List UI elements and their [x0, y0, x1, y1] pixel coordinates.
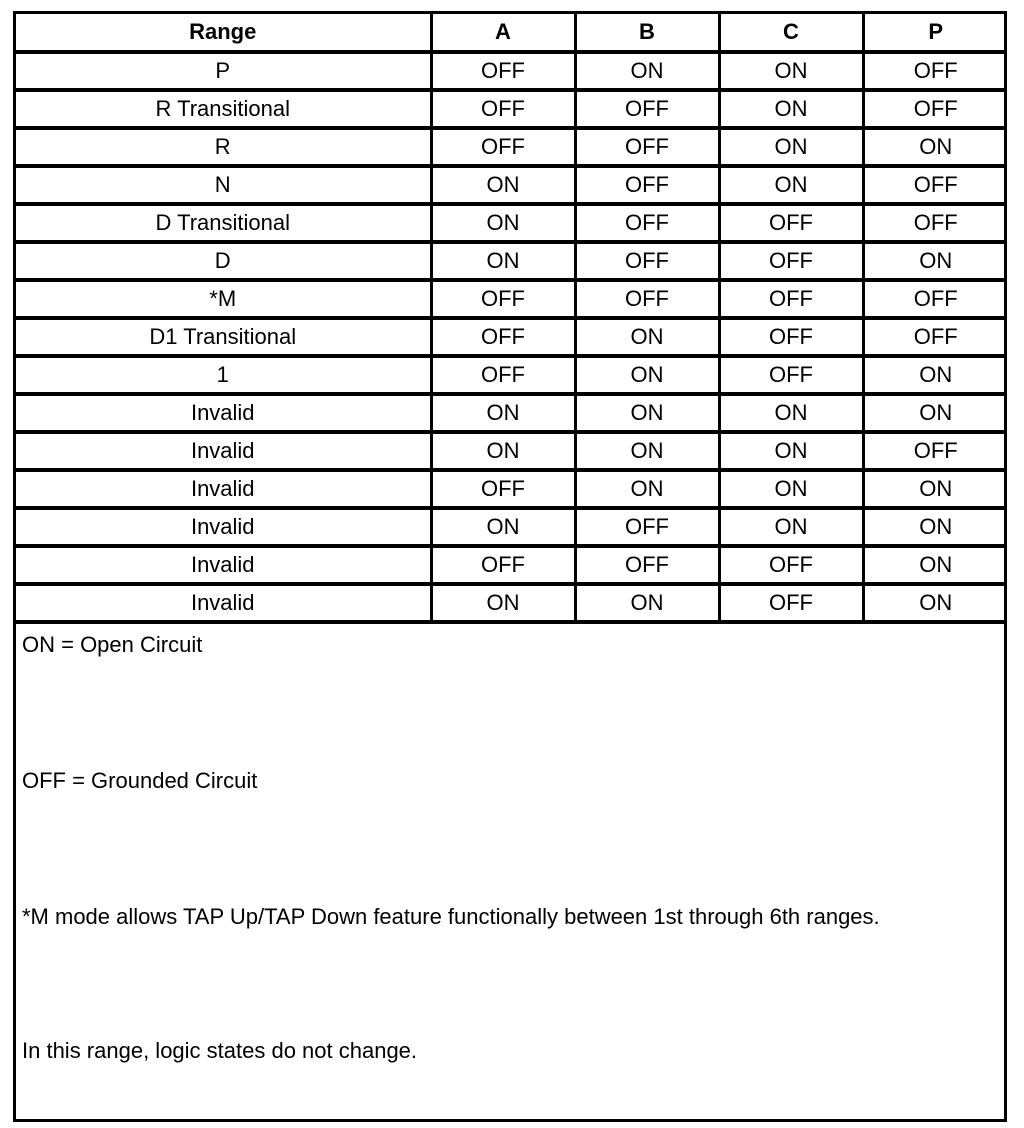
cell-p: ON — [863, 546, 1007, 584]
cell-p: OFF — [863, 280, 1007, 318]
cell-c: ON — [719, 508, 863, 546]
notes-section — [16, 624, 1004, 1064]
cell-range: Invalid — [16, 470, 431, 508]
cell-range: P — [16, 52, 431, 90]
cell-p: OFF — [863, 204, 1007, 242]
cell-range: D Transitional — [16, 204, 431, 242]
cell-range: Invalid — [16, 584, 431, 622]
cell-b: OFF — [575, 204, 719, 242]
table-row — [16, 204, 1007, 242]
cell-a: ON — [431, 584, 575, 622]
cell-c: ON — [719, 52, 863, 90]
cell-b: ON — [575, 394, 719, 432]
note-on-definition: ON = Open Circuit — [22, 632, 203, 657]
table-row — [16, 394, 1007, 432]
table-row — [16, 166, 1007, 204]
table-row — [16, 584, 1007, 622]
note-off-definition: OFF = Grounded Circuit — [22, 768, 258, 793]
cell-b: OFF — [575, 280, 719, 318]
cell-a: ON — [431, 508, 575, 546]
cell-b: ON — [575, 318, 719, 356]
cell-range: Invalid — [16, 394, 431, 432]
cell-c: OFF — [719, 242, 863, 280]
cell-p: ON — [863, 128, 1007, 166]
cell-a: ON — [431, 242, 575, 280]
cell-range: Invalid — [16, 432, 431, 470]
cell-c: OFF — [719, 204, 863, 242]
cell-range: 1 — [16, 356, 431, 394]
cell-range: N — [16, 166, 431, 204]
table-row — [16, 546, 1007, 584]
cell-p: ON — [863, 356, 1007, 394]
cell-a: OFF — [431, 546, 575, 584]
cell-range: *M — [16, 280, 431, 318]
table-row — [16, 52, 1007, 90]
cell-p: ON — [863, 470, 1007, 508]
cell-b: OFF — [575, 508, 719, 546]
cell-c: OFF — [719, 546, 863, 584]
table-row — [16, 470, 1007, 508]
cell-a: OFF — [431, 90, 575, 128]
cell-c: ON — [719, 128, 863, 166]
cell-p: OFF — [863, 432, 1007, 470]
cell-a: ON — [431, 432, 575, 470]
range-logic-table-frame — [13, 11, 1007, 1122]
cell-b: OFF — [575, 546, 719, 584]
cell-b: ON — [575, 52, 719, 90]
cell-a: ON — [431, 204, 575, 242]
cell-c: ON — [719, 432, 863, 470]
cell-b: ON — [575, 356, 719, 394]
cell-c: ON — [719, 90, 863, 128]
table-row — [16, 242, 1007, 280]
cell-a: OFF — [431, 318, 575, 356]
cell-a: ON — [431, 394, 575, 432]
cell-c: OFF — [719, 584, 863, 622]
cell-p: OFF — [863, 166, 1007, 204]
cell-b: OFF — [575, 90, 719, 128]
cell-range: Invalid — [16, 546, 431, 584]
header-p: P — [863, 14, 1007, 52]
cell-c: ON — [719, 394, 863, 432]
cell-b: OFF — [575, 166, 719, 204]
cell-a: OFF — [431, 128, 575, 166]
cell-range: R Transitional — [16, 90, 431, 128]
cell-b: ON — [575, 470, 719, 508]
cell-b: ON — [575, 584, 719, 622]
table-row — [16, 356, 1007, 394]
note-m-mode: *M mode allows TAP Up/TAP Down feature functionally between 1st through 6th ranges. — [22, 904, 880, 929]
table-row — [16, 280, 1007, 318]
table-header-row — [16, 14, 1007, 52]
table-row — [16, 508, 1007, 546]
cell-range: D1 Transitional — [16, 318, 431, 356]
cell-p: ON — [863, 394, 1007, 432]
cell-p: OFF — [863, 52, 1007, 90]
cell-a: OFF — [431, 356, 575, 394]
header-b: B — [575, 14, 719, 52]
cell-range: R — [16, 128, 431, 166]
table-row — [16, 128, 1007, 166]
cell-p: ON — [863, 242, 1007, 280]
cell-a: OFF — [431, 52, 575, 90]
cell-a: OFF — [431, 280, 575, 318]
cell-a: ON — [431, 166, 575, 204]
cell-c: OFF — [719, 356, 863, 394]
table-row — [16, 318, 1007, 356]
cell-p: OFF — [863, 318, 1007, 356]
cell-range: Invalid — [16, 508, 431, 546]
cell-b: OFF — [575, 242, 719, 280]
cell-p: OFF — [863, 90, 1007, 128]
cell-c: ON — [719, 470, 863, 508]
cell-c: OFF — [719, 280, 863, 318]
cell-b: OFF — [575, 128, 719, 166]
table-row — [16, 90, 1007, 128]
header-a: A — [431, 14, 575, 52]
cell-p: ON — [863, 584, 1007, 622]
cell-c: ON — [719, 166, 863, 204]
cell-a: OFF — [431, 470, 575, 508]
header-range: Range — [16, 14, 431, 52]
range-logic-table — [16, 14, 1007, 624]
cell-range: D — [16, 242, 431, 280]
cell-p: ON — [863, 508, 1007, 546]
cell-c: OFF — [719, 318, 863, 356]
table-body — [16, 52, 1007, 622]
header-c: C — [719, 14, 863, 52]
note-range-unchanged: In this range, logic states do not change. — [22, 1038, 418, 1063]
cell-b: ON — [575, 432, 719, 470]
table-row — [16, 432, 1007, 470]
